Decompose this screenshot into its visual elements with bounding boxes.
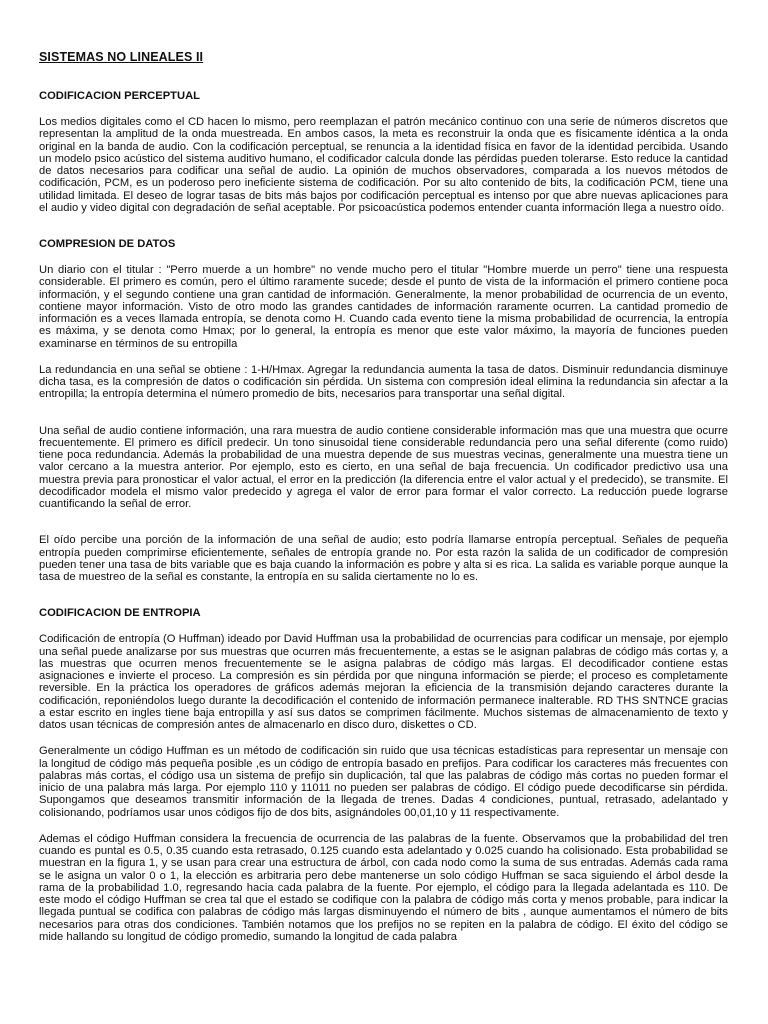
paragraph: Los medios digitales como el CD hacen lo mismo, pero reemplazan el patrón mecánico continuo con una serie de números discretos que representan la amplitud de la onda muestreada. En ambos casos, la meta es reconstruir la onda que es físicamente idéntica a la onda original en la banda de audio. Con la codificación perceptual, se renuncia a la identidad física en favor de la identidad percibida. Usando un modelo psico acústico del sistema auditivo humano, el codificador calcula donde las pérdidas pueden tolerarse. Esto reduce la cantidad de datos necesarios para codificar una señal de audio. La opinión de muchos observadores, comparada a los nuevos métodos de codificación, PCM, es un poderoso pero ineficiente sistema de codificación. Por su alto contenido de bits, la codificación PCM, tiene una utilidad limitada. El deseo de lograr tasas de bits más bajos por codificación perceptual es intenso por que abre nuevas aplicaciones para el audio y video digital con degradación de señal aceptable. Por psicoacústica podemos entender cuanta información llega a nuestro oído.: [39, 116, 728, 214]
section-codificacion-de-entropia: [39, 607, 728, 943]
paragraph: Generalmente un código Huffman es un método de codificación sin ruido que usa técnicas estadísticas para representar un mensaje con la longitud de código más pequeña posible ,es un código de entropía basado en prefijos. Para codificar los caracteres más frecuentes con palabras más cortas, el código usa un sistema de prefijo sin duplicación, tal que las palabras de código más cortas no pueden formar el inicio de una palabra más larga. Por ejemplo 110 y 11011 no pueden ser palabras de código. El código puede decodificarse sin pérdida. Supongamos que deseamos transmitir información de la llegada de trenes. Dadas 4 condiciones, puntual, retrasado, adelantado y colisionando, podríamos usar unos códigos fijo de dos bits, asignándoles 00,01,10 y 11 respectivamente.: [39, 745, 728, 819]
paragraph: Una señal de audio contiene información, una rara muestra de audio contiene considerable información mas que una muestra que ocurre frecuentemente. El primero es difícil predecir. Un tono sinusoidal tiene considerable redundancia pero una señal diferente (como ruido) tiene poca redundancia. Además la probabilidad de una muestra depende de sus muestras vecinas, generalmente una muestra tiene un valor cercano a la muestra anterior. Por ejemplo, esto es cierto, en una señal de baja frecuencia. Un codificador predictivo usa una muestra previa para pronosticar el valor actual, el error en la predicción (la diferencia entre el valor actual y el predecido), se transmite. El decodificador modela el mismo valor predecido y agrega el valor de error para formar el valor correcto. La reducción puede lograrse cuantificando la señal de error.: [39, 424, 728, 510]
section-heading: CODIFICACION PERCEPTUAL: [39, 90, 200, 102]
paragraph: Ademas el código Huffman considera la frecuencia de ocurrencia de las palabras de la fuente. Observamos que la probabilidad del tren cuando es puntal es 0.5, 0.35 cuando esta retrasado, 0.125 cuando esta adelantado y 0.025 cuando ha colisionado. Esta probabilidad se muestran en la figura 1, y se usan para crear una estructura de árbol, con cada nodo como la suma de sus entradas. Además cada rama se le asigna un valor 0 o 1, la elección es arbitraria pero debe mantenerse un solo código Huffman se saca siguiendo el árbol desde la rama de la probabilidad 1.0, regresando hacia cada palabra de la fuente. Por ejemplo, el código para la llegada adelantada es 110. De este modo el código Huffman se crea tal que el estado se codifique con la palabra de código más corta y menos probable, para indicar la llegada puntual se codifica con palabras de código más largas disminuyendo el número de bits , aunque aumentamos el número de bits necesarios para otras dos condiciones. También notamos que los prefijos no se repiten en la palabra de código. El éxito del código se mide hallando su longitud de código promedio, sumando la longitud de cada palabra: [39, 832, 728, 943]
spacer: [39, 228, 728, 238]
document-title: SISTEMAS NO LINEALES II: [39, 50, 204, 64]
spacer: [39, 597, 728, 607]
paragraph: Codificación de entropía (O Huffman) ideado por David Huffman usa la probabilidad de ocurrencias para codificar un mensaje, por ejemplo una señal puede analizarse por sus muestras que ocurren más frecuentemente, a estas se le asignan palabras de código más cortas y, a las muestras que ocurren menos frecuentemente se le asigna palabras de código más largas. El decodificador contiene estas asignaciones e invierte el proceso. La compresión es sin pérdida por que ninguna información se pierde; el proceso es completamente reversible. En la práctica los operadores de gráficos además mejoran la eficiencia de la transmisión dejando caracteres durante la codificación, reponiéndolos luego durante la decodificación el contenido de información permanece inalterable. RD THS SNTNCE gracias a estar escrito en ingles tiene baja entropilla y así sus datos se comprimen fácilmente. Muchos sistemas de almacenamiento de texto y datos usan técnicas de compresión antes de almacenarlo en disco duro, diskettes o CD.: [39, 633, 728, 731]
section-compresion-de-datos: [39, 238, 728, 583]
paragraph: Un diario con el titular : "Perro muerde a un hombre" no vende mucho pero el titular "Hombre muerde un perro" tiene una respuesta considerable. El primero es común, pero el último raramente sucede; desde el punto de vista de la información el primero contiene poca información, y el segundo contiene una gran cantidad de información. Generalmente, la menor probabilidad de ocurrencia de un evento, contiene mayor información. Visto de otro modo las grandes cantidades de información raramente ocurren. La cantidad promedio de información es a veces llamada entropía, se denota como H. Cuando cada evento tiene la misma probabilidad de ocurrencia, la entropía es máxima, y se denota como Hmax; por lo general, la entropía es menor que este valor máximo, la mayoría de funciones pueden examinarse en términos de su entropilla: [39, 264, 728, 350]
spacer: [39, 524, 728, 534]
paragraph: El oído percibe una porción de la información de una señal de audio; esto podría llamarse entropía perceptual. Señales de pequeña entropía pueden comprimirse eficientemente, señales de entropía grande no. Por esta razón la salida de un codificador de compresión pueden tener una tasa de bits variable que es baja cuando la información es pobre y alta si es rica. La salida es variable porque aunque la tasa de muestreo de la señal es constante, la entropía en su salida ciertamente no lo es.: [39, 534, 728, 583]
section-heading: CODIFICACION DE ENTROPIA: [39, 607, 201, 620]
section-heading: COMPRESION DE DATOS: [39, 238, 176, 250]
section-codificacion-perceptual: [39, 90, 728, 214]
spacer: [39, 415, 728, 425]
paragraph: La redundancia en una señal se obtiene : 1-H/Hmax. Agregar la redundancia aumenta la tasa de datos. Disminuir redundancia disminuye dicha tasa, es la compresión de datos o codificación sin pérdida. Un sistema con compresión ideal elimina la redundancia sin afectar a la entropilla; la entropía determina el número promedio de bits, necesarios para transportar una señal digital.: [39, 363, 728, 401]
